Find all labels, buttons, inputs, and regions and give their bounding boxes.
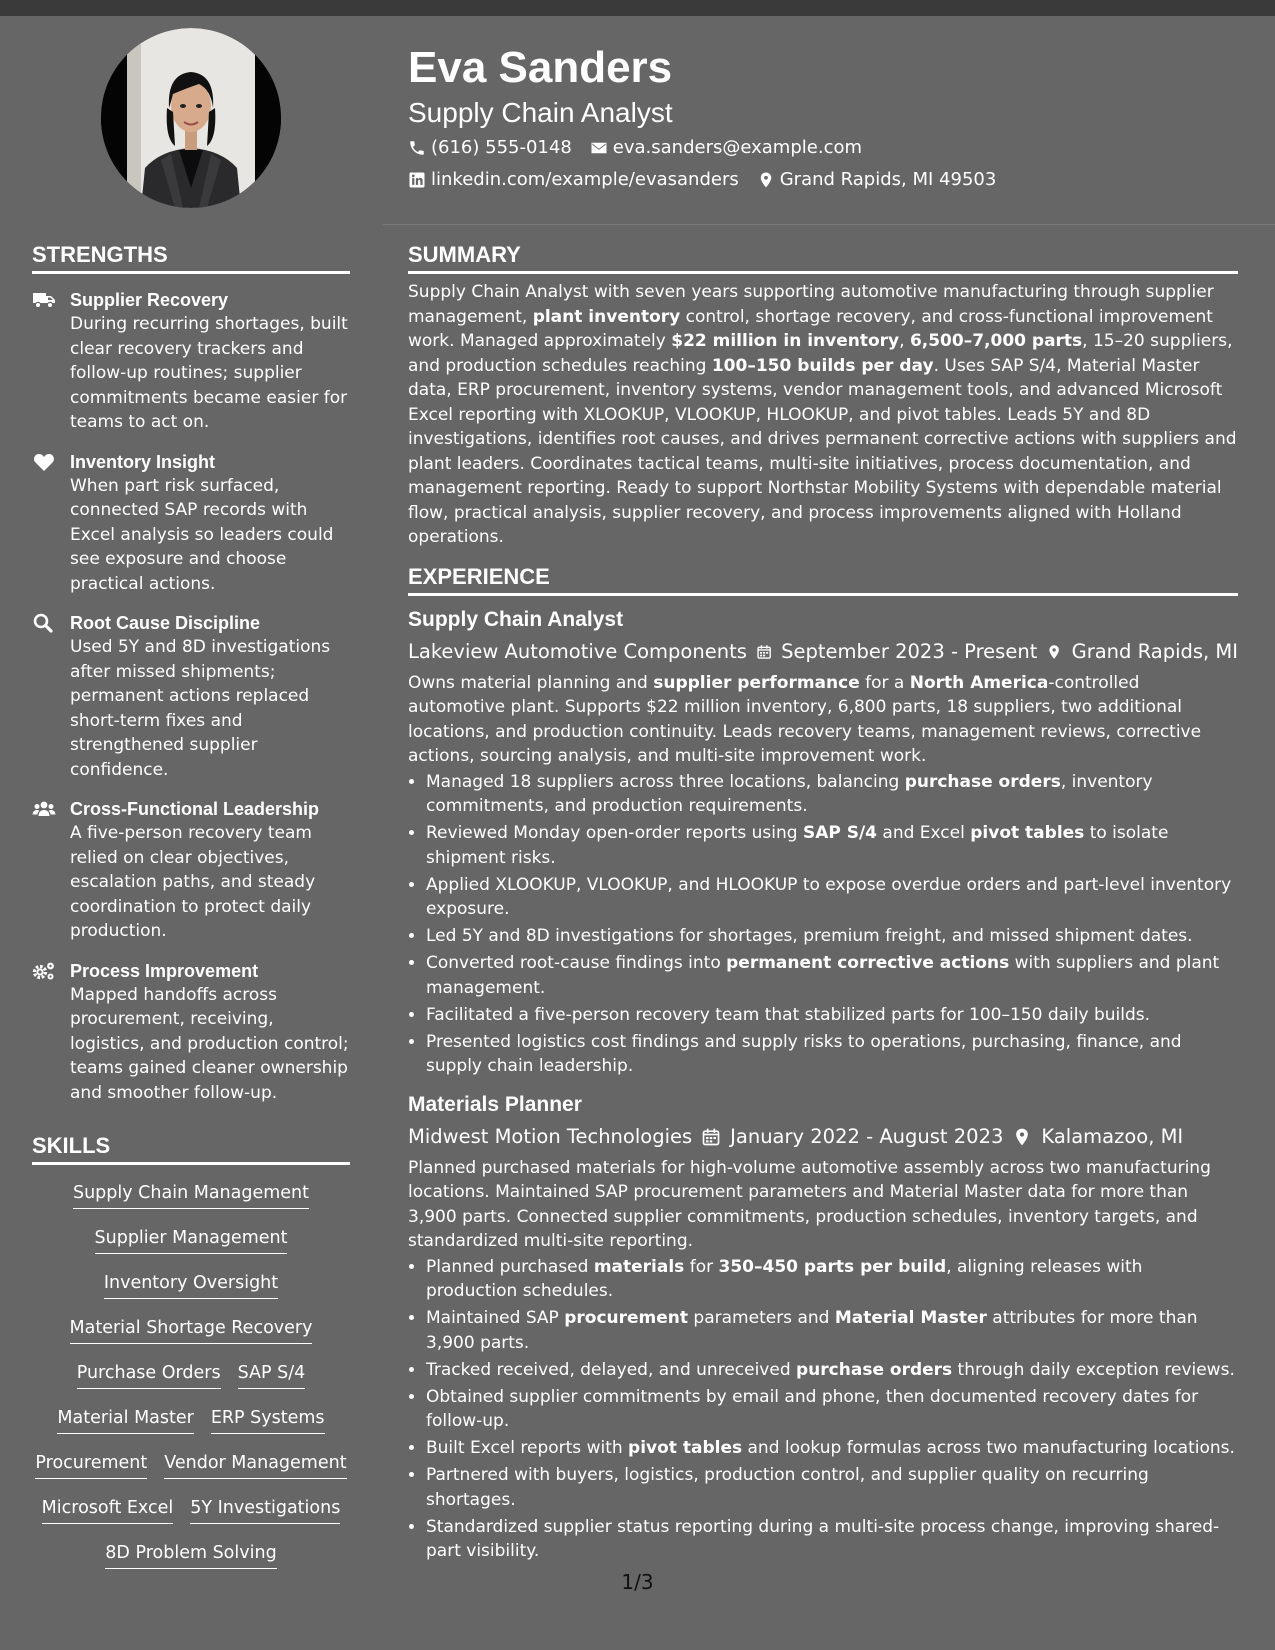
candidate-role: Supply Chain Analyst xyxy=(408,97,673,128)
strength-description: When part risk surfaced, connected SAP records with Excel analysis so leaders could see exposure and choose practical actions. xyxy=(70,475,334,594)
phone-number: (616) 555-0148 xyxy=(431,137,572,158)
job-dates: January 2022 - August 2023 xyxy=(730,1124,1004,1148)
location-text: Grand Rapids, MI 49503 xyxy=(779,169,997,190)
strength-title: Inventory Insight xyxy=(70,451,216,472)
location-contact xyxy=(757,164,997,196)
job-location: Grand Rapids, MI xyxy=(1071,639,1238,663)
envelope-icon xyxy=(590,139,608,157)
bullet-item: • Obtained supplier commitments by email and phone, then documented recovery dates for follow-up. xyxy=(426,1385,1238,1434)
skill-tag: ERP Systems xyxy=(211,1406,325,1434)
email-contact[interactable] xyxy=(590,132,862,164)
bullet-item: • Standardized supplier status reporting during a multi-site process change, improving shared-part visibility. xyxy=(426,1515,1238,1564)
strength-title: Process Improvement xyxy=(70,960,259,981)
skill-tag: Microsoft Excel xyxy=(42,1496,174,1524)
bullet-item: • Presented logistics cost findings and supply risks to operations, purchasing, finance, and supply chain leadership. xyxy=(426,1030,1238,1079)
strengths-section xyxy=(32,242,350,1105)
linkedin-contact[interactable] xyxy=(408,164,739,196)
bold-text: permanent corrective actions xyxy=(726,953,1010,973)
strengths-heading: STRENGTHS xyxy=(32,242,350,274)
resume-header xyxy=(408,40,1238,196)
skill-tags xyxy=(32,1181,350,1586)
avatar xyxy=(101,28,281,208)
bullet-item: • Partnered with buyers, logistics, production control, and supplier quality on recurring shortages. xyxy=(426,1463,1238,1512)
bullet-item: • Tracked received, delayed, and unreceived purchase orders through daily exception reviews. xyxy=(426,1358,1238,1383)
strength-item xyxy=(32,450,350,597)
skills-heading: SKILLS xyxy=(32,1133,350,1165)
map-pin-icon xyxy=(1046,642,1062,662)
experience-heading: EXPERIENCE xyxy=(408,564,1238,596)
skill-tag: Supplier Management xyxy=(95,1226,288,1254)
bold-text: procurement xyxy=(564,1308,689,1328)
gears-icon xyxy=(32,961,56,981)
job-summary: Planned purchased materials for high-volume automotive assembly across two manufacturing locations. Maintained SAP procurement parameters and Material Master data for more than 3,900 parts. Connected supplier commitments, production schedules, inventory targets, and standardized multi-site reporting. xyxy=(408,1157,1211,1251)
bold-text: SAP S/4 xyxy=(802,823,878,843)
strength-title: Cross-Functional Leadership xyxy=(70,799,320,819)
bullet-item: • Led 5Y and 8D investigations for shortages, premium freight, and missed shipment dates. xyxy=(426,924,1238,949)
company-name: Lakeview Automotive Components xyxy=(408,639,747,663)
phone-icon xyxy=(408,139,426,157)
bold-text: pivot tables xyxy=(628,1438,743,1458)
job-meta xyxy=(408,637,1238,667)
bold-text: materials xyxy=(593,1256,685,1277)
skill-tag: Purchase Orders xyxy=(77,1361,221,1389)
skill-tag: Supply Chain Management xyxy=(73,1181,309,1209)
job-location: Kalamazoo, MI xyxy=(1041,1124,1184,1148)
heart-icon xyxy=(32,452,56,472)
profile-photo xyxy=(101,28,281,208)
top-bar xyxy=(0,0,1275,16)
users-icon xyxy=(32,799,56,819)
summary-heading: SUMMARY xyxy=(408,242,1238,274)
bullet-item: • Maintained SAP procurement parameters and Material Master attributes for more than 3,900 parts. xyxy=(426,1306,1238,1355)
linkedin-url[interactable]: linkedin.com/example/evasanders xyxy=(431,169,739,190)
bold-text: $22 million in inventory xyxy=(671,331,900,351)
skills-section xyxy=(32,1133,350,1586)
company-name: Midwest Motion Technologies xyxy=(408,1124,693,1148)
job-dates: September 2023 - Present xyxy=(781,639,1038,663)
bullet-item: • Planned purchased materials for 350–450 parts per build, aligning releases with production schedules. xyxy=(426,1255,1238,1304)
skill-tag: Material Master xyxy=(57,1406,193,1434)
strength-description: A five-person recovery team relied on clear objectives, escalation paths, and steady coordination to protect daily production. xyxy=(70,823,316,941)
bold-text: Material Master xyxy=(834,1308,987,1328)
strength-item xyxy=(32,959,350,1106)
job-meta xyxy=(408,1122,1238,1152)
job-title: Supply Chain Analyst xyxy=(408,607,624,631)
email-address[interactable]: eva.sanders@example.com xyxy=(612,137,863,158)
skill-tag: Procurement xyxy=(35,1451,147,1479)
contact-row-1 xyxy=(408,132,1238,164)
bullet-item: • Facilitated a five-person recovery team that stabilized parts for 100–150 daily builds. xyxy=(426,1003,1238,1028)
bold-text: supplier performance xyxy=(653,672,860,693)
calendar-icon xyxy=(701,1127,721,1147)
contact-row-2 xyxy=(408,164,1238,196)
strength-title: Supplier Recovery xyxy=(70,290,229,310)
job-entry xyxy=(408,1091,1238,1564)
map-pin-icon xyxy=(1012,1127,1032,1147)
bold-text: North America xyxy=(909,672,1049,693)
bold-text: 100–150 builds per day xyxy=(711,355,934,376)
bold-text: purchase orders xyxy=(904,771,1061,792)
skill-tag: Inventory Oversight xyxy=(104,1271,278,1299)
bullet-item: • Reviewed Monday open-order reports using SAP S/4 and Excel pivot tables to isolate shipment risks. xyxy=(426,821,1238,870)
job-entry xyxy=(408,606,1238,1079)
phone-contact xyxy=(408,132,572,164)
bullet-item: • Converted root-cause findings into permanent corrective actions with suppliers and plant management. xyxy=(426,951,1238,1000)
map-pin-icon xyxy=(757,171,775,189)
candidate-name: Eva Sanders xyxy=(408,43,673,92)
bullet-item: • Applied XLOOKUP, VLOOKUP, and HLOOKUP to expose overdue orders and part-level inventory exposure. xyxy=(426,873,1238,922)
strength-description: Used 5Y and 8D investigations after missed shipments; permanent actions replaced short-term fixes and strengthened supplier confidence. xyxy=(70,637,331,780)
bullet-item: • Managed 18 suppliers across three locations, balancing purchase orders, inventory commitments, and production requirements. xyxy=(426,770,1238,819)
main-column xyxy=(408,242,1238,1566)
skill-tag: 5Y Investigations xyxy=(190,1496,340,1524)
strength-description: Mapped handoffs across procurement, receiving, logistics, and production control; teams gained cleaner ownership and smoother follow-up. xyxy=(70,984,349,1103)
bold-text: purchase orders xyxy=(796,1359,953,1380)
search-icon xyxy=(32,613,56,633)
bold-text: plant inventory xyxy=(532,306,681,327)
job-title: Materials Planner xyxy=(408,1092,582,1116)
calendar-icon xyxy=(756,642,772,662)
strength-item xyxy=(32,611,350,782)
bold-text: pivot tables xyxy=(970,823,1085,843)
strength-item xyxy=(32,797,350,944)
strength-title: Root Cause Discipline xyxy=(70,613,261,633)
page-number: 1/3 xyxy=(621,1570,654,1594)
job-bullets xyxy=(408,770,1238,1079)
linkedin-icon xyxy=(408,171,426,189)
truck-icon xyxy=(32,290,56,310)
job-summary: Owns material planning and supplier performance for a North America-controlled automotive plant. Supports $22 million inventory, 6,800 parts, 18 suppliers, two additional locations, and production continuity. Leads recovery teams, management reviews, corrective actions, sourcing analysis, and multi-site improvement work. xyxy=(408,672,1202,766)
skill-tag: 8D Problem Solving xyxy=(105,1541,276,1569)
header-divider xyxy=(383,224,1275,225)
bold-text: 6,500–7,000 parts xyxy=(909,331,1083,351)
summary-text: Supply Chain Analyst with seven years supporting automotive manufacturing through supplier management, plant inventory control, shortage recovery, and cross-functional improvement work. Managed approximately $22 million in inventory, 6,500–7,000 parts, 15–20 suppliers, and production schedules reaching 100–150 builds per day. Uses SAP S/4, Material Master data, ERP procurement, inventory systems, vendor management tools, and advanced Microsoft Excel reporting with XLOOKUP, VLOOKUP, HLOOKUP, and pivot tables. Leads 5Y and 8D investigations, identifies root causes, and drives permanent corrective actions with suppliers and plant leaders. Coordinates tactical teams, multi-site initiatives, process documentation, and management reporting. Ready to support Northstar Mobility Systems with dependable material flow, practical analysis, supplier recovery, and process improvements aligned with Holland operations. xyxy=(408,282,1237,547)
skill-tag: Material Shortage Recovery xyxy=(70,1316,313,1344)
skill-tag: Vendor Management xyxy=(164,1451,346,1479)
strength-item xyxy=(32,288,350,435)
job-bullets xyxy=(408,1255,1238,1564)
bullet-item: • Built Excel reports with pivot tables and lookup formulas across two manufacturing locations. xyxy=(426,1436,1238,1461)
bold-text: 350–450 parts per build xyxy=(718,1256,947,1277)
skill-tag: SAP S/4 xyxy=(238,1361,306,1389)
strength-description: During recurring shortages, built clear recovery trackers and follow-up routines; supplier commitments became easier for teams to act on. xyxy=(70,314,348,432)
